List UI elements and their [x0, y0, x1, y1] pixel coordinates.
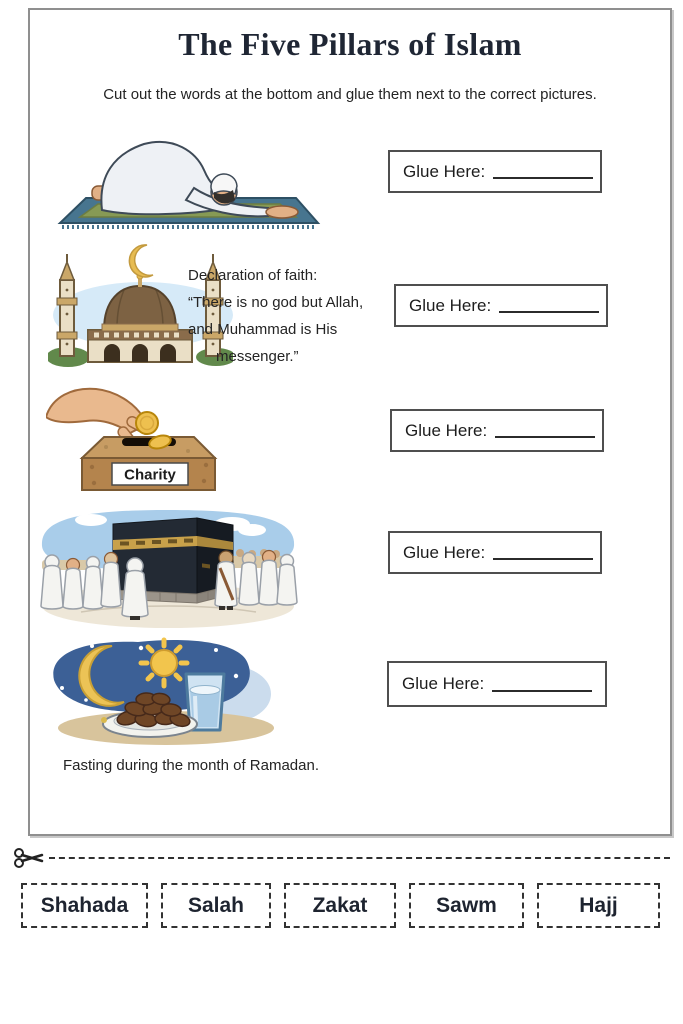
word-card-sawm: [409, 883, 524, 928]
glue-box-1: [388, 150, 602, 193]
fasting-caption: Fasting during the month of Ramadan.: [63, 757, 319, 774]
declaration-line-1: Declaration of faith:: [188, 267, 318, 284]
word-cards-row: [21, 883, 660, 928]
word-card-label: Salah: [187, 893, 245, 917]
glue-label: Glue Here:: [409, 295, 492, 315]
word-card-zakat: [284, 883, 396, 928]
sawm-illustration: [46, 636, 291, 759]
glue-label: Glue Here:: [402, 674, 485, 693]
declaration-line-2: “There is no god but Allah,: [188, 294, 364, 311]
word-card-salah: [161, 883, 271, 928]
hajj-illustration: [36, 506, 301, 637]
instructions-text: Cut out the words at the bottom and glue them next to the correct pictures.: [103, 86, 597, 103]
glue-box-2: [394, 284, 608, 327]
charity-box-image: [46, 383, 251, 505]
glue-blank-line: [493, 545, 593, 560]
kaaba-pilgrims-image: [36, 506, 301, 632]
prayer-illustration: [44, 126, 334, 241]
glue-label: Glue Here:: [403, 542, 486, 562]
word-card-label: Hajj: [579, 893, 618, 917]
page-title: The Five Pillars of Islam: [178, 26, 522, 62]
declaration-text: [188, 262, 400, 370]
scissors-icon: [14, 846, 44, 870]
dashed-cut-line: [49, 857, 670, 859]
glue-box-4: [388, 531, 602, 574]
cut-line: [14, 845, 670, 871]
glue-blank-line: [492, 677, 592, 692]
word-card-label: Zakat: [312, 893, 368, 917]
word-card-shahada: [21, 883, 148, 928]
glue-box-5: [387, 661, 607, 707]
charity-box-label: Charity: [124, 466, 176, 484]
glue-blank-line: [495, 423, 595, 438]
word-card-label: Shahada: [40, 893, 129, 917]
declaration-line-4: messenger.”: [216, 348, 299, 365]
word-card-hajj: [537, 883, 660, 928]
dates-and-water-image: [46, 636, 291, 754]
zakat-illustration: [46, 383, 251, 510]
glue-blank-line: [499, 298, 599, 313]
word-card-label: Sawm: [436, 893, 497, 917]
declaration-line-3: and Muhammad is His: [188, 321, 338, 338]
glue-label: Glue Here:: [405, 420, 488, 440]
glue-label: Glue Here:: [403, 161, 486, 181]
glue-box-3: [390, 409, 604, 452]
glue-blank-line: [493, 164, 593, 179]
praying-man-image: [44, 126, 334, 236]
